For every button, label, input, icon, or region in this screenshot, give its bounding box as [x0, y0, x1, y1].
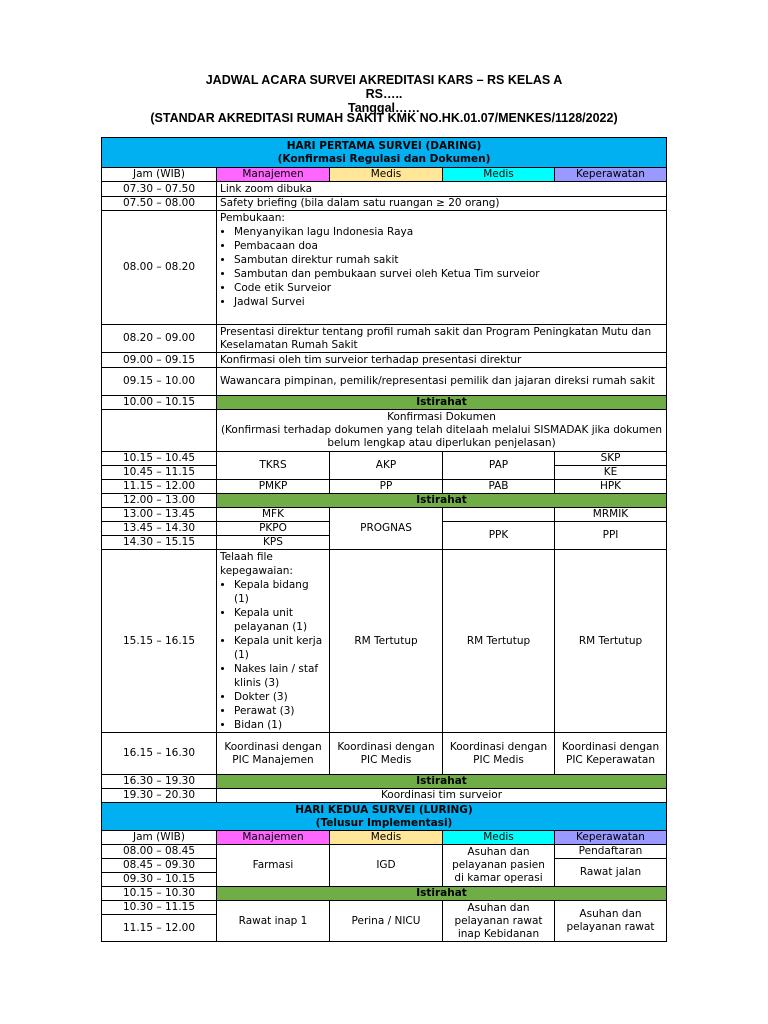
day1-title: HARI PERTAMA SURVEI (DARING) [286, 139, 482, 152]
list-item: • Jadwal Survei [234, 295, 663, 309]
time-cell: 16.30 – 19.30 [102, 775, 217, 789]
schedule-table [101, 137, 667, 942]
time-cell: 09.00 – 09.15 [102, 353, 217, 368]
list-item: • Pembacaan doa [234, 239, 663, 253]
session-cell: RM Tertutup [443, 550, 555, 733]
list-item: • Code etik Surveior [234, 281, 663, 295]
telaah-file-cell [217, 550, 330, 733]
time-cell: 09.30 – 10.15 [102, 873, 217, 887]
col-medis-1: Medis [330, 168, 443, 182]
time-cell: 10.30 – 11.15 [102, 901, 217, 915]
session-cell: PAP [443, 452, 555, 480]
time-cell: 08.00 – 08.20 [102, 211, 217, 325]
activity-cell: Wawancara pimpinan, pemilik/representasi pemilik dan jajaran direksi rumah sakit [217, 368, 667, 396]
col-medis-2: Medis [443, 831, 555, 845]
session-cell: KPS [217, 536, 330, 550]
break-cell: Istirahat [217, 775, 667, 789]
session-cell: Koordinasi dengan PIC Keperawatan [555, 733, 667, 775]
table-row [102, 901, 667, 915]
break-cell: Istirahat [217, 494, 667, 508]
table-row [102, 182, 667, 197]
empty-cell [443, 508, 555, 522]
activity-cell: Konfirmasi oleh tim surveior terhadap presentasi direktur [217, 353, 667, 368]
time-cell: 19.30 – 20.30 [102, 789, 217, 803]
time-cell: 07.50 – 08.00 [102, 197, 217, 211]
activity-cell: Koordinasi tim surveior [217, 789, 667, 803]
table-row [102, 789, 667, 803]
break-cell: Istirahat [217, 887, 667, 901]
day2-title: HARI KEDUA SURVEI (LURING) [295, 803, 473, 816]
table-row [102, 396, 667, 410]
col-manajemen: Manajemen [217, 168, 330, 182]
time-cell: 10.15 – 10.30 [102, 887, 217, 901]
session-cell: Rawat inap 1 [217, 901, 330, 942]
konfirmasi-title: Konfirmasi Dokumen [387, 411, 496, 423]
hospital-name: RS….. [365, 87, 403, 101]
session-cell: TKRS [217, 452, 330, 480]
time-cell: 11.15 – 12.00 [102, 480, 217, 494]
telaah-list [220, 578, 326, 732]
list-item: • Kepala bidang (1) [234, 578, 326, 606]
list-item: • Dokter (3) [234, 690, 326, 704]
telaah-intro: Telaah file kepegawaian: [220, 551, 293, 577]
time-cell: 15.15 – 16.15 [102, 550, 217, 733]
col-manajemen: Manajemen [217, 831, 330, 845]
time-cell: 07.30 – 07.50 [102, 182, 217, 197]
col-keperawatan: Keperawatan [555, 168, 667, 182]
activity-cell: Link zoom dibuka [217, 182, 667, 197]
session-cell: Koordinasi dengan PIC Manajemen [217, 733, 330, 775]
time-cell: 10.15 – 10.45 [102, 452, 217, 466]
activity-cell: Safety briefing (bila dalam satu ruangan ≥ 20 orang) [217, 197, 667, 211]
table-row [102, 887, 667, 901]
col-medis-2: Medis [443, 168, 555, 182]
session-cell: RM Tertutup [330, 550, 443, 733]
time-cell: 08.45 – 09.30 [102, 859, 217, 873]
session-cell: SKP [555, 452, 667, 466]
session-cell: Pendaftaran [555, 845, 667, 859]
time-cell: 10.45 – 11.15 [102, 466, 217, 480]
session-cell: PP [330, 480, 443, 494]
table-row [102, 494, 667, 508]
list-item: • Perawat (3) [234, 704, 326, 718]
list-item: • Bidan (1) [234, 718, 326, 732]
time-cell: 16.15 – 16.30 [102, 733, 217, 775]
table-row [102, 452, 667, 466]
day1-header-row [102, 138, 667, 168]
opening-intro: Pembukaan: [220, 212, 285, 224]
table-row [102, 410, 667, 452]
time-cell: 13.45 – 14.30 [102, 522, 217, 536]
time-cell: 11.15 – 12.00 [102, 915, 217, 942]
session-cell: PAB [443, 480, 555, 494]
time-cell: 08.00 – 08.45 [102, 845, 217, 859]
list-item: • Nakes lain / staf klinis (3) [234, 662, 326, 690]
session-cell: KE [555, 466, 667, 480]
document-confirmation-cell [217, 410, 667, 452]
table-row [102, 845, 667, 859]
session-cell: Koordinasi dengan PIC Medis [330, 733, 443, 775]
table-row [102, 550, 667, 733]
list-item: • Sambutan dan pembukaan survei oleh Ketua Tim surveior [234, 267, 663, 281]
time-cell: 12.00 – 13.00 [102, 494, 217, 508]
col-jam: Jam (WIB) [102, 168, 217, 182]
session-cell: Farmasi [217, 845, 330, 887]
table-row [102, 353, 667, 368]
col-medis-1: Medis [330, 831, 443, 845]
table-row [102, 325, 667, 353]
session-cell: Rawat jalan [555, 859, 667, 887]
activity-cell: Presentasi direktur tentang profil rumah sakit dan Program Peningkatan Mutu dan Keselamatan Rumah Sakit [217, 325, 667, 353]
list-item: • Kepala unit pelayanan (1) [234, 606, 326, 634]
col-keperawatan: Keperawatan [555, 831, 667, 845]
session-cell: PROGNAS [330, 508, 443, 550]
list-item: • Menyanyikan lagu Indonesia Raya [234, 225, 663, 239]
day2-header-row [102, 803, 667, 831]
list-item: • Kepala unit kerja (1) [234, 634, 326, 662]
session-cell: Koordinasi dengan PIC Medis [443, 733, 555, 775]
table-row [102, 480, 667, 494]
konfirmasi-note: (Konfirmasi terhadap dokumen yang telah ditelaah melalui SISMADAK jika dokumen belum lengkap atau diperlukan penjelasan) [220, 424, 663, 449]
session-cell: PMKP [217, 480, 330, 494]
day2-subtitle: (Telusur Implementasi) [315, 816, 453, 829]
time-cell: 14.30 – 15.15 [102, 536, 217, 550]
table-row [102, 733, 667, 775]
col-jam: Jam (WIB) [102, 831, 217, 845]
date-line: Tanggal…… [348, 101, 420, 115]
document-title: JADWAL ACARA SURVEI AKREDITASI KARS – RS KELAS A [205, 73, 563, 87]
time-cell: 08.20 – 09.00 [102, 325, 217, 353]
table-row [102, 775, 667, 789]
session-cell: Asuhan dan pelayanan rawat inap Kebidanan [443, 901, 555, 942]
session-cell: HPK [555, 480, 667, 494]
session-cell: Perina / NICU [330, 901, 443, 942]
table-row [102, 508, 667, 522]
session-cell: MRMIK [555, 508, 667, 522]
list-item: • Sambutan direktur rumah sakit [234, 253, 663, 267]
table-row [102, 197, 667, 211]
opening-cell [217, 211, 667, 325]
session-cell: MFK [217, 508, 330, 522]
session-cell: AKP [330, 452, 443, 480]
table-row [102, 211, 667, 325]
session-cell: PPK [443, 522, 555, 550]
session-cell: PPI [555, 522, 667, 550]
day1-subtitle: (Konfirmasi Regulasi dan Dokumen) [277, 152, 491, 165]
time-cell: 09.15 – 10.00 [102, 368, 217, 396]
empty-cell [102, 410, 217, 452]
session-cell: RM Tertutup [555, 550, 667, 733]
session-cell: PKPO [217, 522, 330, 536]
day2-column-headers [102, 831, 667, 845]
time-cell: 13.00 – 13.45 [102, 508, 217, 522]
session-cell: IGD [330, 845, 443, 887]
table-row [102, 368, 667, 396]
time-cell: 10.00 – 10.15 [102, 396, 217, 410]
day1-header [102, 138, 667, 168]
standard-reference: (STANDAR AKREDITASI RUMAH SAKIT KMK NO.HK.01.07/MENKES/1128/2022) [150, 111, 618, 125]
break-cell: Istirahat [217, 396, 667, 410]
opening-list [220, 225, 663, 309]
day2-header [102, 803, 667, 831]
session-cell: Asuhan dan pelayanan pasien di kamar operasi [443, 845, 555, 887]
day1-column-headers [102, 168, 667, 182]
session-cell: Asuhan dan pelayanan rawat [555, 901, 667, 942]
